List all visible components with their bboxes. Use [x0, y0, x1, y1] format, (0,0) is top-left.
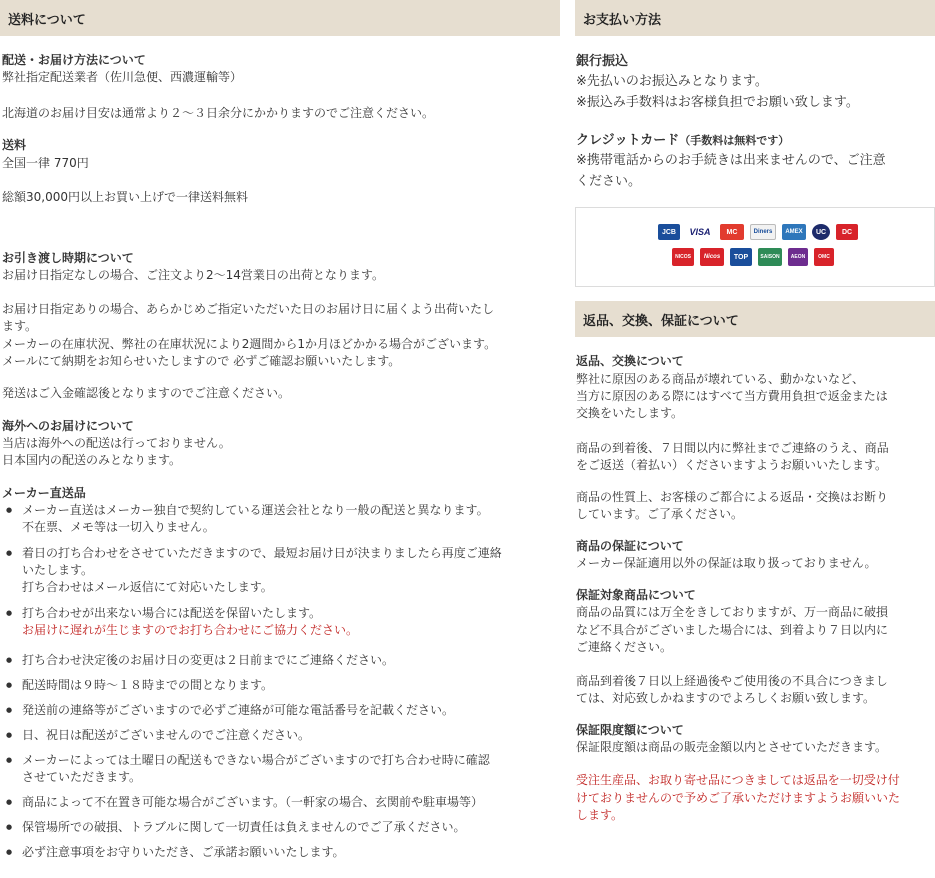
timing-text-3: メーカーの在庫状況、弊社の在庫状況により2週間から1か月ほどかかる場合がございます。: [2, 337, 497, 351]
limit-title: 保証限度額について: [576, 723, 684, 737]
shipping-fee: 全国一律 770円: [2, 156, 89, 170]
bank-note-1: ※先払いのお振込みとなります。: [576, 74, 768, 89]
returns-text-2: 当方に原因のある際にはすべて当方費用負担で返金または: [576, 389, 888, 403]
card-note-1: ※携帯電話からのお手続きは出来ませんので、ご注意: [576, 153, 886, 168]
delivery-carrier: 弊社指定配送業者（佐川急便、西濃運輸等）: [2, 70, 243, 84]
amex-logo-icon: AMEX: [782, 224, 806, 240]
covered-text-2: など不具合がございました場合には、到着より７日以内に: [576, 623, 889, 637]
card-logos-box: [575, 207, 935, 287]
bank-note-2: ※振込み手数料はお客様負担でお願い致します。: [576, 95, 859, 110]
shipping-section: [0, 0, 560, 36]
maker-direct-list: [2, 502, 562, 861]
covered-text-4: 商品到着後７日以上経過後やご使用後の不具合につきまし: [576, 674, 888, 688]
maker-direct-title: メーカー直送品: [2, 486, 86, 500]
shipping-fee-title: 送料: [2, 138, 27, 152]
dc-logo-icon: DC: [836, 224, 858, 240]
limit-text-1: 保証限度額は商品の販売金額以内とさせていただきます。: [576, 740, 888, 754]
list-item: ● 日、祝日は配送がございませんのでご注意ください。: [2, 727, 562, 744]
timing-text-2a: お届け日指定ありの場合、あらかじめご指定いただいた日のお届け日に届くよう出荷いたし: [2, 302, 495, 316]
nicos-card-logo-icon: Nicos: [700, 248, 724, 266]
delivery-method-title: 配送・お届け方法について: [2, 53, 146, 67]
jcb-logo-icon: JCB: [658, 224, 680, 240]
bank-transfer-title: 銀行振込: [576, 54, 629, 69]
aeon-logo-icon: AEON: [788, 248, 808, 266]
returns-section: [575, 301, 935, 337]
covered-text-3: ご連絡ください。: [576, 640, 673, 654]
timing-text-2b: ます。: [2, 319, 38, 333]
warranty-text-1: メーカー保証適用以外の保証は取り扱っておりません。: [576, 556, 877, 570]
credit-card-fee-note: （手数料は無料です）: [679, 134, 790, 147]
list-item: ● 着日の打ち合わせをさせていただきますので、最短お届け日が決まりましたら再度ご連絡 いたします。 打ち合わせはメール返信にて対応いたします。: [2, 545, 562, 596]
list-item: ● 打ち合わせが出来ない場合には配送を保留いたします。 お届けに遅れが生じますのでお打ち合わせにご協力ください。: [2, 605, 562, 639]
free-shipping-note: 総額30,000円以上お買い上げで一律送料無料: [2, 190, 248, 204]
credit-card-title: クレジットカード: [576, 133, 680, 148]
hokkaido-note: 北海道のお届け目安は通常より２～３日余分にかかりますのでご注意ください。: [2, 106, 435, 120]
omc-logo-icon: OMC: [814, 248, 834, 266]
timing-title: お引き渡し時期について: [2, 251, 134, 265]
list-item: ● 打ち合わせ決定後のお届け日の変更は２日前までにご連絡ください。: [2, 652, 562, 669]
timing-text-5: 発送はご入金確認後となりますのでご注意ください。: [2, 386, 291, 400]
returns-text-4: 商品の到着後、７日間以内に弊社までご連絡のうえ、商品: [576, 441, 889, 455]
list-item: ● メーカー直送はメーカー独自で契約している運送会社となり一般の配送と異なります。 不在票、メモ等は一切入りません。: [2, 502, 562, 536]
overseas-title: 海外へのお届けについて: [2, 419, 134, 433]
timing-text-1: お届け日指定なしの場合、ご注文より2～14営業日の出荷となります。: [2, 268, 384, 282]
custom-order-warning-2: けておりませんので予めご了承いただけますようお願いいた: [576, 791, 901, 805]
covered-title: 保証対象商品について: [576, 588, 696, 602]
returns-text-7: しています。ご了承ください。: [576, 507, 744, 521]
overseas-text-2: 日本国内の配送のみとなります。: [2, 453, 182, 467]
returns-text-3: 交換をいたします。: [576, 406, 684, 420]
returns-header: 返品、交換、保証について: [575, 301, 935, 337]
returns-text-5: をご返送（着払い）くださいますようお願いいたします。: [576, 458, 888, 472]
payment-header: お支払い方法: [575, 0, 935, 36]
payment-section: [575, 0, 935, 36]
diners-logo-icon: Diners: [750, 224, 776, 240]
credit-card-title-row: [576, 130, 789, 151]
custom-order-warning-3: します。: [576, 808, 624, 822]
visa-logo-icon: VISA: [686, 224, 714, 240]
warranty-title: 商品の保証について: [576, 539, 684, 553]
returns-text-1: 弊社に原因のある商品が壊れている、動かないなど、: [576, 372, 865, 386]
saison-logo-icon: SAISON: [758, 248, 782, 266]
uc-logo-icon: UC: [812, 224, 830, 240]
list-item: ● 商品によって不在置き可能な場合がございます。（一軒家の場合、玄関前や駐車場等）: [2, 794, 562, 811]
list-item: ● 保管場所での破損、トラブルに関して一切責任は負えませんのでご了承ください。: [2, 819, 562, 836]
list-item: ● 発送前の連絡等がございますので必ずご連絡が可能な電話番号を記載ください。: [2, 702, 562, 719]
nicos-logo-icon: NICOS: [672, 248, 694, 266]
shipping-header: 送料について: [0, 0, 560, 36]
covered-text-5: ては、対応致しかねますのでよろしくお願い致します。: [576, 691, 876, 705]
covered-text-1: 商品の品質には万全をきしておりますが、万一商品に破損: [576, 605, 889, 619]
top-logo-icon: TOP: [730, 248, 752, 266]
returns-text-6: 商品の性質上、お客様のご都合による返品・交換はお断り: [576, 490, 889, 504]
delay-warning: お届けに遅れが生じますのでお打ち合わせにご協力ください。: [22, 623, 359, 637]
list-item: ● メーカーによっては土曜日の配送もできない場合がございますので打ち合わせ時に確認 させていただきます。: [2, 752, 562, 786]
returns-title: 返品、交換について: [576, 354, 684, 368]
list-item: ● 配送時間は９時～１８時までの間となります。: [2, 677, 562, 694]
list-item: ● 必ず注意事項をお守りいただき、ご承諾お願いいたします。: [2, 844, 562, 861]
custom-order-warning-1: 受注生産品、お取り寄せ品につきましては返品を一切受け付: [576, 773, 900, 787]
timing-text-4: メールにて納期をお知らせいたしますので 必ずご確認お願いいたします。: [2, 354, 401, 368]
overseas-text-1: 当店は海外への配送は行っておりません。: [2, 436, 231, 450]
card-note-2: ください。: [576, 174, 642, 189]
mastercard-logo-icon: MC: [720, 224, 744, 240]
